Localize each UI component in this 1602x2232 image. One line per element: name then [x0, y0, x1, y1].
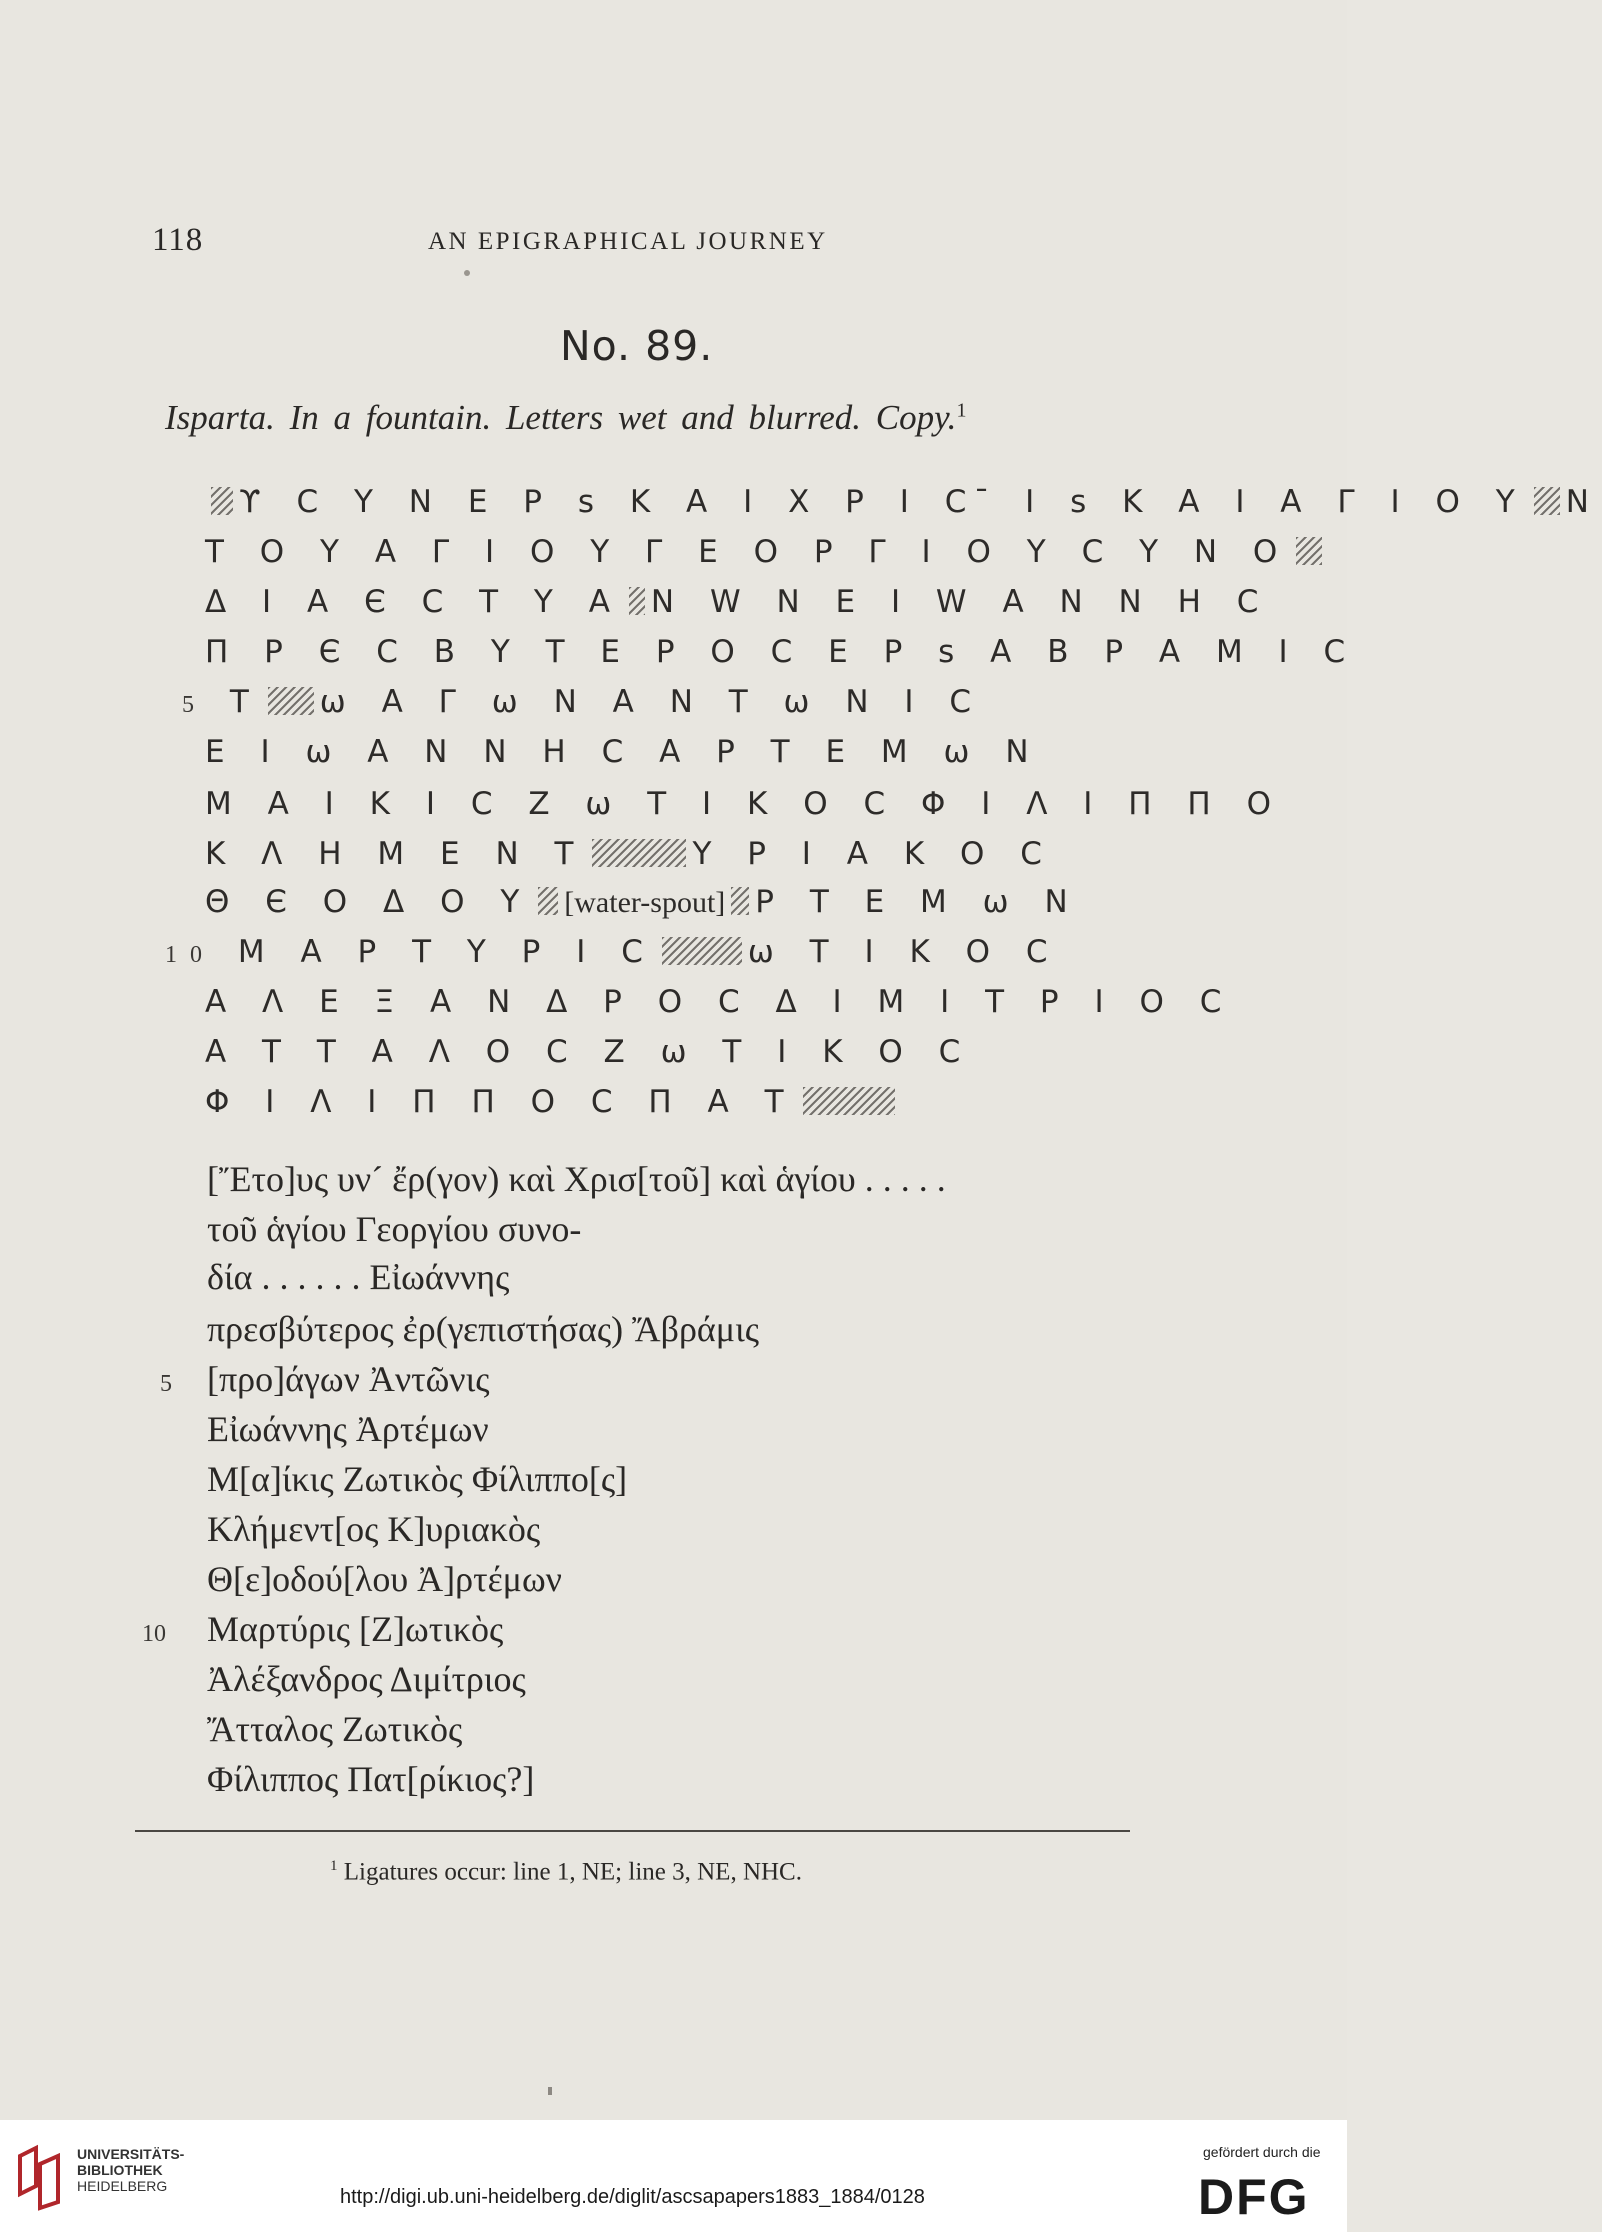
line-number: 5: [182, 692, 207, 718]
transcription-text: τοῦ ἁγίου Γεοργίου συνο-: [207, 1209, 582, 1249]
inscription-text: N: [1565, 484, 1602, 520]
library-name-line: UNIVERSITÄTS-: [77, 2146, 185, 2162]
transcription-line-9: [207, 1558, 562, 1600]
inscription-text: ω T I K O C: [747, 934, 1061, 970]
inscription-line-11: [205, 984, 1234, 1020]
damaged-area: [731, 887, 749, 915]
inscription-text: Π P Є C B Y T E P O C E P s A B P A M I C: [205, 634, 1359, 670]
damaged-area: [592, 839, 686, 867]
inscription-line-1: [205, 484, 1602, 520]
footnote-mark: 1: [330, 1858, 338, 1874]
inscription-text: M A I K I C Z ω T I K O C Φ I Λ I Π Π O: [205, 786, 1285, 822]
footnote-rule: [135, 1830, 1130, 1832]
transcription-text: Ἄτταλος Ζωτικὸς: [207, 1709, 463, 1749]
page-number: 118: [152, 222, 204, 258]
inscription-text: T: [229, 684, 262, 720]
library-name-line: HEIDELBERG: [77, 2178, 168, 2194]
transcription-line-8: [207, 1508, 540, 1550]
inscription-text: M A P T Y P I C: [237, 934, 656, 970]
digitization-footer: [0, 2120, 1347, 2232]
damaged-area: [211, 487, 233, 515]
inscription-text: Δ I A Є C T Y A: [205, 584, 623, 620]
footnote: [330, 1858, 802, 1886]
transcription-text: πρεσβύτερος ἐρ(γεπιστήσας) Ἄβράμις: [207, 1309, 760, 1349]
inscription-line-3: [205, 584, 1271, 620]
line-number: 10: [142, 1621, 166, 1647]
inscription-text: A T T A Λ O C Z ω T I K O C: [205, 1034, 974, 1070]
caption-text: Isparta. In a fountain. Letters wet and blurred. Copy.: [165, 398, 957, 437]
inscription-text: Y P I A K O C: [692, 836, 1055, 872]
inscription-text: E I ω A N N H C A P T E M ω N: [205, 734, 1042, 770]
line-number: 5: [160, 1371, 172, 1397]
transcription-line-3: [207, 1256, 509, 1298]
caption-footnote-mark: 1: [956, 399, 967, 422]
library-name: [77, 2146, 184, 2194]
damaged-area: [538, 887, 558, 915]
library-logo-icon: [14, 2146, 70, 2215]
library-name-line: BIBLIOTHEK: [77, 2162, 163, 2178]
transcription-line-7: [207, 1458, 627, 1500]
inscription-line-4: [205, 634, 1358, 670]
transcription-text: Μαρτύρις [Ζ]ωτικὸς: [207, 1609, 504, 1649]
ink-speck: [464, 270, 470, 276]
transcription-line-11: [207, 1658, 526, 1700]
inscription-text: Θ Є O Δ O Y: [205, 884, 533, 920]
ink-speck: [548, 2087, 552, 2095]
editorial-note: [water-spout]: [564, 886, 726, 919]
transcription-line-2: [207, 1208, 581, 1250]
damaged-area: [268, 687, 314, 715]
transcription-line-1: [207, 1158, 946, 1200]
inscription-number: No. 89.: [560, 322, 714, 370]
inscription-caption: [165, 398, 966, 438]
inscription-text: Φ I Λ I Π Π O C Π A T: [205, 1084, 797, 1120]
dfg-logo: DFG: [1198, 2169, 1310, 2225]
inscription-line-12: [205, 1034, 973, 1070]
source-url-link[interactable]: http://digi.ub.uni-heidelberg.de/diglit/ascsapapers1883_1884/0128: [340, 2186, 925, 2208]
damaged-area: [629, 587, 645, 615]
transcription-line-5: [160, 1358, 490, 1400]
inscription-line-13: [205, 1084, 901, 1120]
inscription-text: A Λ E Ξ A N Δ P O C Δ I M I T P I O C: [205, 984, 1235, 1020]
transcription-line-6: [207, 1408, 489, 1450]
inscription-text: T O Y A Γ I O Y Γ E O P Γ I O Y C Y N O: [205, 534, 1291, 570]
inscription-text: K Λ H M E N T: [205, 836, 587, 872]
damaged-area: [1534, 487, 1560, 515]
transcription-text: Κλήμεντ[ος Κ]υριακὸς: [207, 1509, 541, 1549]
transcription-text: [προ]άγων Ἀντῶνις: [207, 1359, 490, 1399]
damaged-area: [1296, 537, 1322, 565]
damaged-area: [803, 1087, 895, 1115]
inscription-line-10: [165, 934, 1061, 970]
transcription-text: [Ἔτο]υς υν´ ἔρ(γον) καὶ Χρισ[τοῦ] καὶ ἁγίου . . . . .: [207, 1159, 946, 1199]
inscription-line-2: [205, 534, 1328, 570]
line-number: 10: [165, 942, 215, 968]
footnote-text: Ligatures occur: line 1, NE; line 3, NE, NHC.: [343, 1858, 802, 1886]
inscription-line-7: [205, 786, 1284, 822]
transcription-text: Θ[ε]οδού[λου Ἀ]ρτέμων: [207, 1559, 562, 1599]
inscription-line-8: [205, 836, 1055, 872]
transcription-line-10: [142, 1608, 503, 1650]
transcription-line-4: [207, 1308, 759, 1350]
inscription-line-5: [182, 684, 984, 720]
inscription-text: P T E M ω N: [755, 884, 1081, 920]
inscription-line-9: [205, 884, 1081, 920]
transcription-text: Εἰωάννης Ἀρτέμων: [207, 1409, 489, 1449]
transcription-line-12: [207, 1708, 462, 1750]
inscription-line-6: [205, 734, 1042, 770]
inscription-text: N W N E I W A N N H C: [650, 584, 1272, 620]
transcription-line-13: [207, 1758, 534, 1800]
inscription-text: ω A Γ ω N A N T ω N I C: [319, 684, 985, 720]
transcription-text: Μ[α]ίκις Ζωτικὸς Φίλιππο[ς]: [207, 1459, 628, 1499]
transcription-text: Ἀλέξανδρος Διμίτριος: [207, 1659, 526, 1699]
running-title: AN EPIGRAPHICAL JOURNEY: [428, 228, 828, 255]
transcription-text: Φίλιππος Πατ[ρίκιος?]: [207, 1759, 535, 1799]
inscription-text: ϒ C Y N E P s K A I X P I C ̄ I s K A I A Γ I O Y: [239, 484, 1528, 520]
sponsor-text: gefördert durch die: [1203, 2144, 1321, 2160]
transcription-text: δία . . . . . . Εἰωάννης: [207, 1257, 510, 1297]
damaged-area: [662, 937, 742, 965]
